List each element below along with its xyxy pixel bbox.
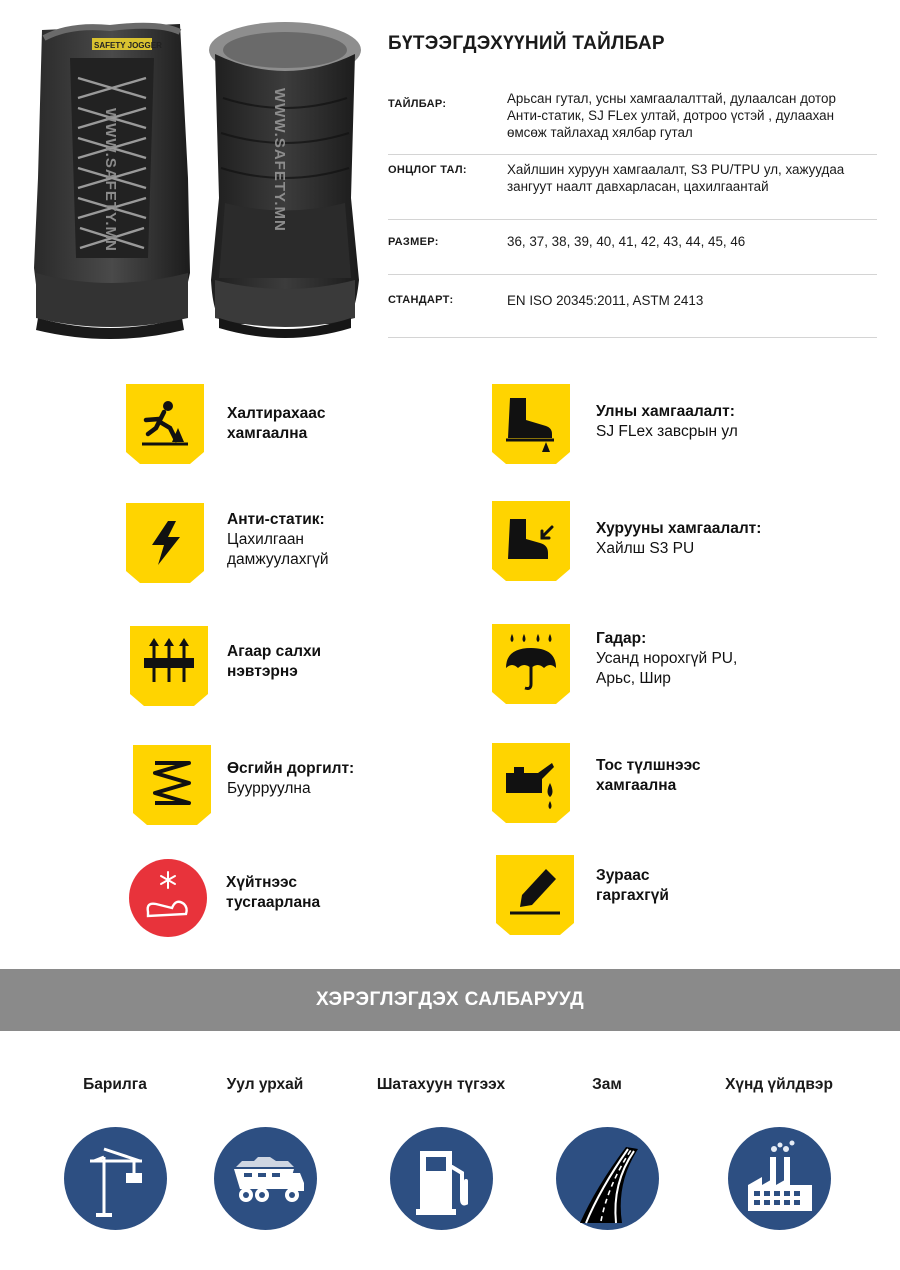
cold-insulation-icon (128, 858, 208, 938)
spec-value (507, 292, 879, 309)
feature-sub: Цахилгаан (227, 531, 304, 548)
spec-value (507, 161, 879, 195)
sector-label: Барилга (83, 1076, 147, 1093)
cut-resistant-icon (496, 855, 574, 935)
spec-row-standard (388, 275, 877, 338)
mining-truck-icon (214, 1127, 317, 1230)
spec-value-line: өмсөж тайлахад хялбар гутал (507, 125, 693, 140)
sector-label: Хүнд үйлдвэр (725, 1076, 833, 1093)
spec-title: БҮТЭЭГДЭХҮҮНИЙ ТАЙЛБАР (388, 33, 665, 54)
feature-sub-2: дамжуулахгүй (227, 551, 329, 568)
feature-title-2: гаргахгүй (596, 887, 669, 904)
brand-logo: SAFETY JOGGER (94, 41, 162, 50)
breathable-icon (130, 626, 208, 706)
feature-title: Халтирахаас (227, 405, 326, 422)
feature-sub: SJ FLex завсрын ул (596, 423, 738, 440)
sector-label: Уул урхай (226, 1076, 304, 1093)
spec-row-size (388, 220, 877, 275)
feature-title-2: хамгаална (227, 425, 308, 442)
spec-label: ТАЙЛБАР: (388, 98, 447, 110)
spec-value (507, 90, 879, 141)
slip-resistant-icon (126, 384, 204, 464)
sector-fuel (366, 1076, 516, 1230)
spec-value (507, 233, 879, 250)
feature-sub-2: Арьс, Шир (596, 670, 671, 687)
spec-value-line: 36, 37, 38, 39, 40, 41, 42, 43, 44, 45, 46 (507, 234, 746, 249)
spec-label: СТАНДАРТ: (388, 294, 454, 306)
feature-title: Зураас (596, 867, 650, 884)
feature-title-2: нэвтэрнэ (227, 663, 298, 680)
spec-row-description (388, 88, 877, 155)
spec-value-line: EN ISO 20345:2011, ASTM 2413 (507, 293, 704, 308)
sector-label: Зам (592, 1076, 622, 1093)
construction-crane-icon (64, 1127, 167, 1230)
spec-value-line: зангуут наалт давхарласан, цахилгаантай (507, 179, 769, 194)
feature-title: Анти-статик: (227, 511, 325, 528)
sectors-header (0, 969, 900, 1031)
sector-road (532, 1076, 682, 1230)
feature-sub: Буурруулна (227, 780, 311, 797)
feature-title-2: тусгаарлана (226, 894, 321, 911)
waterproof-icon (492, 624, 570, 704)
sole-protection-icon (492, 384, 570, 464)
sectors-title: ХЭРЭГЛЭГДЭХ САЛБАРУУД (315, 989, 585, 1010)
feature-sub: Усанд норохгүй PU, (596, 650, 738, 667)
spec-row-features (388, 155, 877, 220)
shock-absorb-icon (133, 745, 211, 825)
feature-title: Агаар салхи (227, 643, 322, 660)
boot-front-image (30, 18, 195, 340)
spec-value-line: Хайлшин хуруун хамгаалалт, S3 PU/TPU ул, хажуудаа (507, 162, 845, 177)
spec-label: РАЗМЕР: (388, 236, 439, 248)
boot-back-image (205, 18, 370, 340)
spec-label: ОНЦЛОГ ТАЛ: (388, 164, 467, 176)
feature-title: Улны хамгаалалт: (596, 403, 735, 420)
feature-sub: Хайлш S3 PU (596, 540, 695, 557)
product-images (20, 18, 370, 338)
sector-heavy-industry (704, 1076, 854, 1230)
feature-title: Өсгийн доргилт: (227, 760, 355, 777)
sector-label: Шатахуун түгээх (376, 1076, 506, 1093)
road-icon (556, 1127, 659, 1230)
sector-construction (40, 1076, 190, 1230)
spec-value-line: Анти-статик, SJ FLex ултай, дотроо үстэй , дулаахан (507, 108, 835, 123)
watermark-text-back: WWW.SAFETY.MN (271, 88, 288, 232)
antistatic-icon (126, 503, 204, 583)
feature-title-2: хамгаална (596, 777, 677, 794)
factory-icon (728, 1127, 831, 1230)
feature-title: Хүйтнээс (226, 874, 297, 891)
spec-value-line: Арьсан гутал, усны хамгаалалттай, дулаалсан дотор (507, 91, 836, 106)
fuel-pump-icon (390, 1127, 493, 1230)
oil-resistant-icon (492, 743, 570, 823)
feature-title: Хурууны хамгаалалт: (596, 520, 762, 537)
feature-title: Тос түлшнээс (596, 757, 701, 774)
sector-mining (190, 1076, 340, 1230)
watermark-text: WWW.SAFETY.MN (102, 108, 119, 252)
feature-title: Гадар: (596, 630, 647, 647)
toe-protection-icon (492, 501, 570, 581)
